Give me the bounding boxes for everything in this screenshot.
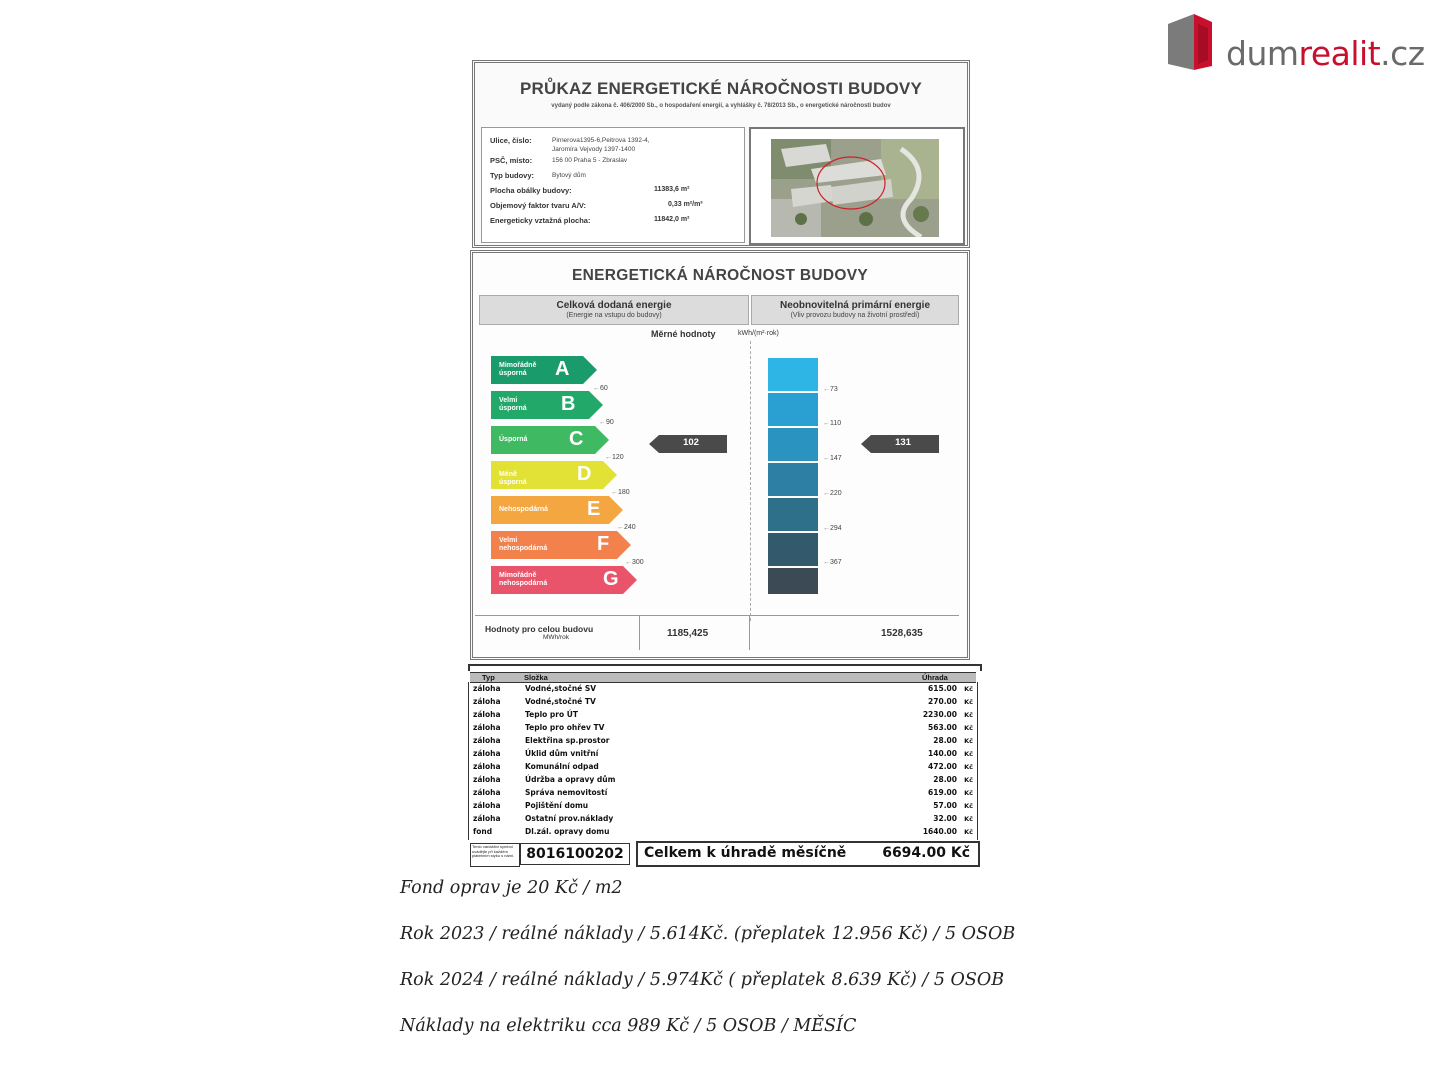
payment-component: Teplo pro ÚT bbox=[525, 710, 578, 719]
primary-threshold-3: ← 147 bbox=[823, 455, 842, 462]
totals-col1-value: 1185,425 bbox=[667, 628, 709, 639]
payment-row bbox=[469, 682, 977, 695]
payment-currency: Kč bbox=[964, 724, 973, 732]
totals-label-cell bbox=[475, 616, 640, 650]
building-totals-row bbox=[475, 615, 959, 650]
payment-row bbox=[469, 786, 977, 799]
street-label: Ulice, číslo: bbox=[490, 136, 532, 145]
payment-amount: 1640.00 bbox=[922, 827, 957, 836]
area-value: 11842,0 m² bbox=[654, 216, 690, 223]
site-logo[interactable] bbox=[1160, 10, 1430, 80]
class-e-letter: E bbox=[587, 498, 601, 520]
energy-performance-box bbox=[470, 250, 970, 660]
payment-amount: 28.00 bbox=[933, 736, 957, 745]
variable-symbol-note: Tento variabilní symbol uvádějte při každém platebním styku s námi. bbox=[470, 843, 520, 867]
payment-row bbox=[469, 721, 977, 734]
specific-values-unit: kWh/(m²·rok) bbox=[738, 330, 779, 337]
payment-currency: Kč bbox=[964, 828, 973, 836]
class-b-label: Velmi úsporná bbox=[499, 397, 527, 412]
type-label: Typ budovy: bbox=[490, 171, 535, 180]
payment-type: záloha bbox=[473, 801, 501, 810]
payment-type: záloha bbox=[473, 723, 501, 732]
class-b-threshold: ← 90 bbox=[599, 419, 614, 426]
payment-component: Teplo pro ohřev TV bbox=[525, 723, 605, 732]
class-d-threshold: ← 180 bbox=[611, 489, 630, 496]
primary-threshold-5: ← 294 bbox=[823, 525, 842, 532]
class-a-letter: A bbox=[555, 358, 570, 380]
payment-type: záloha bbox=[473, 710, 501, 719]
payment-table-body bbox=[468, 682, 978, 840]
payment-amount: 57.00 bbox=[933, 801, 957, 810]
primary-threshold-6: ← 367 bbox=[823, 559, 842, 566]
payment-component: Komunální odpad bbox=[525, 762, 599, 771]
col2-subtitle: (Vliv provozu budovy na životní prostředí) bbox=[790, 312, 920, 319]
street-value-1: Pirnerova1395-6,Peitrova 1392-4, bbox=[552, 137, 650, 144]
col2-title: Neobnovitelná primární energie bbox=[779, 300, 931, 311]
certificate-header-box bbox=[472, 60, 970, 248]
payment-row bbox=[469, 760, 977, 773]
payment-currency: Kč bbox=[964, 698, 973, 706]
payment-component: Správa nemovitostí bbox=[525, 788, 608, 797]
payment-amount: 270.00 bbox=[928, 697, 957, 706]
col2-header bbox=[751, 295, 959, 325]
payment-amount: 140.00 bbox=[928, 749, 957, 758]
payment-type: záloha bbox=[473, 736, 501, 745]
primary-segment-1 bbox=[768, 358, 818, 391]
payment-type: záloha bbox=[473, 814, 501, 823]
payment-type: záloha bbox=[473, 749, 501, 758]
payment-type: záloha bbox=[473, 788, 501, 797]
factor-value: 0,33 m²/m³ bbox=[668, 201, 703, 208]
primary-threshold-1: ← 73 bbox=[823, 386, 838, 393]
payment-component: Úklid dům vnitřní bbox=[525, 749, 599, 758]
col1-title: Celková dodaná energie bbox=[556, 300, 672, 311]
psc-label: PSČ, místo: bbox=[490, 156, 533, 165]
payment-table-footer bbox=[468, 841, 978, 865]
totals-unit: MWh/rok bbox=[543, 634, 569, 641]
payment-amount: 615.00 bbox=[928, 684, 957, 693]
class-a-label: Mimořádně úsporná bbox=[499, 362, 537, 377]
factor-label: Objemový faktor tvaru A/V: bbox=[490, 201, 586, 210]
monthly-total-box bbox=[636, 841, 980, 867]
payment-amount: 32.00 bbox=[933, 814, 957, 823]
specific-values-label: Měrné hodnoty bbox=[651, 329, 716, 339]
payment-row bbox=[469, 708, 977, 721]
primary-segment-5 bbox=[768, 498, 818, 531]
house-logo-icon bbox=[1168, 14, 1216, 70]
payment-component: Pojištění domu bbox=[525, 801, 589, 810]
col1-value-pointer bbox=[649, 435, 727, 451]
envelope-label: Plocha obálky budovy: bbox=[490, 186, 572, 195]
type-value: Bytový dům bbox=[552, 172, 586, 179]
primary-segment-3 bbox=[768, 428, 818, 461]
payment-currency: Kč bbox=[964, 815, 973, 823]
header-component: Složka bbox=[524, 673, 548, 682]
primary-segment-4 bbox=[768, 463, 818, 496]
payment-row bbox=[469, 747, 977, 760]
psc-value: 156 00 Praha 5 - Zbraslav bbox=[552, 157, 628, 164]
note-repair-fund: Fond oprav je 20 Kč / m2 bbox=[400, 878, 623, 898]
class-f-letter: F bbox=[597, 533, 610, 555]
payment-table-top-rule bbox=[468, 664, 982, 671]
payment-amount: 2230.00 bbox=[922, 710, 957, 719]
class-a-threshold: ← 60 bbox=[593, 385, 608, 392]
col1-value: 102 bbox=[683, 437, 699, 448]
class-g-letter: G bbox=[603, 568, 619, 590]
building-photo-frame bbox=[749, 127, 965, 245]
energy-title: ENERGETICKÁ NÁROČNOST BUDOVY bbox=[571, 267, 869, 284]
payment-amount: 472.00 bbox=[928, 762, 957, 771]
payment-currency: Kč bbox=[964, 711, 973, 719]
payment-row bbox=[469, 695, 977, 708]
payment-type: záloha bbox=[473, 775, 501, 784]
area-label: Energeticky vztažná plocha: bbox=[490, 216, 591, 225]
aerial-photo bbox=[771, 139, 939, 237]
envelope-value: 11383,6 m² bbox=[654, 186, 690, 193]
payment-component: Ostatní prov.náklady bbox=[525, 814, 614, 823]
col2-value-pointer bbox=[861, 435, 939, 451]
payment-row bbox=[469, 812, 977, 825]
street-value-2: Jaromíra Vejvody 1397-1400 bbox=[552, 146, 636, 153]
payment-type: záloha bbox=[473, 684, 501, 693]
payment-type: záloha bbox=[473, 762, 501, 771]
class-c-letter: C bbox=[569, 428, 584, 450]
totals-label: Hodnoty pro celou budovu bbox=[485, 624, 594, 634]
certificate-subtitle: vydaný podle zákona č. 406/2000 Sb., o hospodaření energií, a vyhlášky č. 78/2013 Sb., o energetické náročnosti budov bbox=[551, 103, 891, 109]
payment-currency: Kč bbox=[964, 789, 973, 797]
header-payment: Úhrada bbox=[922, 673, 948, 682]
header-type: Typ bbox=[482, 673, 495, 682]
primary-threshold-4: ← 220 bbox=[823, 490, 842, 497]
payment-component: Vodné,stočné TV bbox=[525, 697, 596, 706]
class-d-label: Méně úsporná bbox=[499, 471, 527, 486]
monthly-total-value: 6694.00 Kč bbox=[882, 845, 970, 861]
note-costs-2023: Rok 2023 / reálné náklady / 5.614Kč. (přeplatek 12.956 Kč) / 5 OSOB bbox=[400, 924, 1016, 944]
class-f-label: Velmi nehospodárná bbox=[499, 537, 548, 552]
variable-symbol: 8016100202 bbox=[520, 843, 630, 865]
payment-currency: Kč bbox=[964, 750, 973, 758]
class-g-label: Mimořádně nehospodárná bbox=[499, 572, 548, 587]
primary-threshold-2: ← 110 bbox=[823, 420, 841, 427]
payment-currency: Kč bbox=[964, 776, 973, 784]
primary-segment-7 bbox=[768, 568, 818, 594]
payment-component: Údržba a opravy dům bbox=[525, 775, 616, 784]
note-costs-2024: Rok 2024 / reálné náklady / 5.974Kč ( přeplatek 8.639 Kč) / 5 OSOB bbox=[400, 970, 1005, 990]
logo-wordmark: dumrealit.cz bbox=[1226, 34, 1425, 73]
certificate-title: PRŮKAZ ENERGETICKÉ NÁROČNOSTI BUDOVY bbox=[519, 79, 922, 98]
payment-amount: 619.00 bbox=[928, 788, 957, 797]
class-b-letter: B bbox=[561, 393, 576, 415]
payment-currency: Kč bbox=[964, 685, 973, 693]
col1-subtitle: (Energie na vstupu do budovy) bbox=[566, 312, 662, 319]
payment-amount: 563.00 bbox=[928, 723, 957, 732]
totals-col2-value: 1528,635 bbox=[881, 628, 923, 639]
class-e-threshold: ← 240 bbox=[617, 524, 636, 531]
primary-segment-2 bbox=[768, 393, 818, 426]
payment-currency: Kč bbox=[964, 737, 973, 745]
primary-segment-6 bbox=[768, 533, 818, 566]
payment-row bbox=[469, 734, 977, 747]
payment-row bbox=[469, 825, 977, 838]
note-electricity: Náklady na elektriku cca 989 Kč / 5 OSOB / MĚSÍC bbox=[400, 1016, 857, 1036]
col2-value: 131 bbox=[895, 437, 911, 448]
payment-table bbox=[468, 664, 978, 866]
payment-currency: Kč bbox=[964, 802, 973, 810]
payment-component: Elektřina sp.prostor bbox=[525, 736, 610, 745]
payment-currency: Kč bbox=[964, 763, 973, 771]
class-e-label: Nehospodárná bbox=[499, 506, 549, 513]
payment-row bbox=[469, 799, 977, 812]
class-f-threshold: ← 300 bbox=[625, 559, 644, 566]
payment-component: Dl.zál. opravy domu bbox=[525, 827, 610, 836]
class-c-threshold: ← 120 bbox=[605, 454, 624, 461]
class-d-letter: D bbox=[577, 463, 592, 485]
payment-component: Vodné,stočné SV bbox=[525, 684, 597, 693]
class-c-label: Úsporná bbox=[499, 436, 528, 443]
payment-type: záloha bbox=[473, 697, 501, 706]
col1-header bbox=[479, 295, 749, 325]
building-info bbox=[481, 127, 745, 243]
payment-type: fond bbox=[473, 827, 493, 836]
payment-amount: 28.00 bbox=[933, 775, 957, 784]
payment-row bbox=[469, 773, 977, 786]
column-divider bbox=[750, 341, 751, 621]
monthly-total-label: Celkem k úhradě měsíčně bbox=[644, 845, 847, 861]
